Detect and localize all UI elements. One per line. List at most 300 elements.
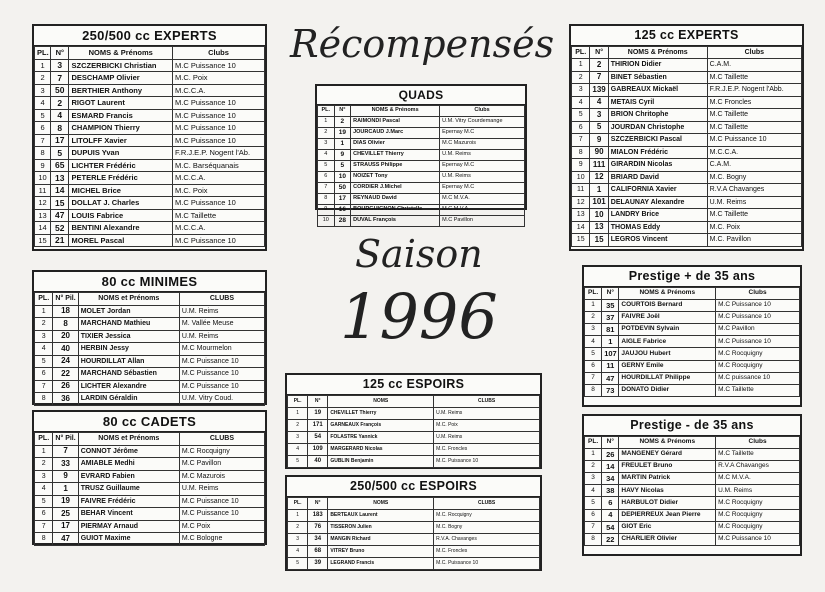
cell-place: 2 (35, 72, 51, 85)
results-table (571, 46, 802, 247)
cell-club: C.A.M. (707, 159, 801, 172)
cell-club: M.C. Barséquanais (172, 159, 264, 172)
cell-name: POTDEVIN Sylvain (619, 324, 716, 336)
table-row (572, 121, 802, 134)
cell-name: LEGROS Vincent (608, 234, 707, 247)
cell-number: 76 (308, 521, 328, 533)
table-row (35, 343, 265, 356)
cell-number: 2 (51, 97, 69, 110)
table-row (288, 533, 540, 545)
table-title: 80 cc MINIMES (34, 272, 265, 292)
cell-place: 5 (288, 557, 308, 569)
cell-place: 8 (35, 393, 53, 406)
results-table (584, 287, 800, 398)
table-125-experts (569, 24, 804, 251)
cell-club: U.M. Reims (179, 305, 264, 318)
table-row (35, 109, 265, 122)
header-club: Clubs (172, 47, 264, 60)
cell-club: U.M. Reims (179, 330, 264, 343)
cell-place: 5 (585, 348, 602, 360)
cell-place: 11 (35, 184, 51, 197)
header-name: NOMS & Prénoms (69, 47, 173, 60)
cell-club: M.C Puissance 10 (172, 97, 264, 110)
cell-club: U.M. Vitry Coud. (179, 393, 264, 406)
cell-place: 8 (35, 533, 53, 546)
cell-name: PIERMAY Arnaud (78, 520, 179, 533)
cell-place: 3 (288, 431, 308, 443)
table-80-cadets (32, 410, 267, 545)
table-row (318, 216, 525, 227)
cell-name: BEHAR Vincent (78, 508, 179, 521)
table-quads (315, 84, 527, 224)
cell-number: 22 (602, 534, 619, 546)
table-row (585, 360, 800, 372)
cell-number: 13 (51, 172, 69, 185)
table-title: QUADS (317, 86, 525, 105)
table-80-minimes (32, 270, 267, 405)
cell-place: 1 (35, 445, 53, 458)
cell-name: GUBLIN Benjamin (328, 455, 434, 467)
cell-place: 3 (288, 533, 308, 545)
cell-place: 4 (572, 96, 590, 109)
header-number: N° (602, 436, 619, 448)
table-row (35, 533, 265, 546)
cell-name: HAVY Nicolas (619, 485, 716, 497)
table-row (585, 372, 800, 384)
cell-name: SZCZERBICKI Pascal (608, 134, 707, 147)
table-row (585, 311, 800, 323)
cell-club: Epernay M.C (440, 183, 525, 194)
cell-name: SZCZERBICKI Christian (69, 59, 173, 72)
cell-club: U.M. Reims (179, 483, 264, 496)
header-place: PL. (35, 47, 51, 60)
cell-name: CONNOT Jérôme (78, 445, 179, 458)
cell-club: C.A.M. (707, 59, 801, 72)
cell-place: 2 (585, 460, 602, 472)
table-row (35, 445, 265, 458)
cell-name: TIXIER Jessica (78, 330, 179, 343)
cell-name: CHAMPION Thierry (69, 122, 173, 135)
cell-name: MANGENEY Gérard (619, 448, 716, 460)
cell-number: 68 (308, 545, 328, 557)
cell-number: 1 (334, 139, 351, 150)
table-row (288, 443, 540, 455)
header-row (35, 293, 265, 306)
header-number: N° (590, 46, 608, 59)
cell-name: REYNAUD David (351, 194, 440, 205)
header-place: PL. (35, 433, 53, 446)
cell-name: FREULET Bruno (619, 460, 716, 472)
cell-number: 26 (602, 448, 619, 460)
cell-name: MARGERARD Nicolas (328, 443, 434, 455)
cell-number: 1 (602, 336, 619, 348)
cell-place: 8 (572, 146, 590, 159)
cell-club: M.C Puissance 10 (179, 508, 264, 521)
cell-club: M.C Taillette (172, 209, 264, 222)
table-row (35, 184, 265, 197)
cell-place: 6 (318, 172, 335, 183)
cell-club: M.C. Froncles (434, 545, 540, 557)
cell-name: GUIOT Maxime (78, 533, 179, 546)
table-row (35, 122, 265, 135)
cell-club: M.C Rocquigny (716, 509, 800, 521)
cell-name: STRAUSS Philippe (351, 161, 440, 172)
cell-club: M.C.C.A. (172, 84, 264, 97)
cell-name: MOLET Jordan (78, 305, 179, 318)
cell-place: 4 (35, 97, 51, 110)
table-row (572, 146, 802, 159)
table-row (585, 385, 800, 397)
header-name: NOMS (328, 497, 434, 509)
cell-name: BENTINI Alexandre (69, 222, 173, 235)
table-row (572, 84, 802, 97)
cell-club: U.M. Reims (440, 172, 525, 183)
cell-number: 17 (53, 520, 78, 533)
header-row (585, 287, 800, 299)
cell-place: 8 (585, 385, 602, 397)
header-club: Clubs (716, 436, 800, 448)
table-row (35, 234, 265, 247)
cell-number: 139 (590, 84, 608, 97)
table-row (585, 460, 800, 472)
cell-club: M.C Pavillon (179, 458, 264, 471)
cell-club: M.C puissance 10 (716, 372, 800, 384)
cell-number: 81 (602, 324, 619, 336)
header-number: N° (308, 395, 328, 407)
header-club: CLUBS (434, 497, 540, 509)
table-row (35, 393, 265, 406)
cell-club: M.C.C.A. (172, 222, 264, 235)
cell-name: HOURDILLAT Allan (78, 355, 179, 368)
table-row (572, 134, 802, 147)
cell-place: 4 (585, 336, 602, 348)
cell-place: 3 (318, 139, 335, 150)
cell-name: LEGRAND Francis (328, 557, 434, 569)
table-row (35, 305, 265, 318)
header-place: PL. (572, 46, 590, 59)
cell-place: 7 (35, 520, 53, 533)
cell-place: 1 (288, 407, 308, 419)
cell-club: M.C Rocquigny (716, 348, 800, 360)
cell-number: 10 (590, 209, 608, 222)
cell-number: 15 (51, 197, 69, 210)
cell-number: 54 (308, 431, 328, 443)
cell-club: M.C Pavillon (716, 324, 800, 336)
cell-number: 19 (53, 495, 78, 508)
cell-club: M.C. Puissance 10 (434, 557, 540, 569)
header-row (288, 497, 540, 509)
cell-club: M.C Mazurois (440, 139, 525, 150)
cell-club: M.C Puissance 10 (179, 380, 264, 393)
cell-name: HERBIN Jessy (78, 343, 179, 356)
table-row (572, 96, 802, 109)
cell-number: 21 (51, 234, 69, 247)
cell-name: FAIVRE Joël (619, 311, 716, 323)
header-club: CLUBS (434, 395, 540, 407)
cell-name: TRUSZ Guillaume (78, 483, 179, 496)
cell-club: M. Vallée Meuse (179, 318, 264, 331)
cell-club: M.C Puissance 10 (172, 59, 264, 72)
table-row (318, 183, 525, 194)
cell-club: U.M. Reims (716, 485, 800, 497)
table-row (288, 509, 540, 521)
table-row (35, 318, 265, 331)
cell-name: PETERLE Frédéric (69, 172, 173, 185)
cell-number: 24 (53, 355, 78, 368)
cell-name: DESCHAMP Olivier (69, 72, 173, 85)
table-row (318, 205, 525, 216)
table-row (572, 221, 802, 234)
cell-club: R.V.A Chavanges (707, 184, 801, 197)
table-row (585, 485, 800, 497)
cell-number: 20 (53, 330, 78, 343)
cell-name: ESMARD Francis (69, 109, 173, 122)
cell-club: M.C M.V.A. (440, 194, 525, 205)
cell-number: 19 (308, 407, 328, 419)
table-prestige-minus-35 (582, 414, 802, 556)
cell-club: M.C. Pavillon (707, 234, 801, 247)
cell-place: 5 (318, 161, 335, 172)
cell-place: 1 (288, 509, 308, 521)
cell-club: U.M. Reims (707, 196, 801, 209)
cell-name: MOREL Pascal (69, 234, 173, 247)
cell-place: 2 (585, 311, 602, 323)
cell-place: 7 (318, 183, 335, 194)
header-number: N° (308, 497, 328, 509)
cell-name: LICHTER Frédéric (69, 159, 173, 172)
cell-number: 13 (590, 221, 608, 234)
cell-name: HARBULOT Didier (619, 497, 716, 509)
cell-number: 28 (334, 216, 351, 227)
table-row (572, 184, 802, 197)
cell-club: M.C Puissance 10 (172, 109, 264, 122)
table-row (318, 194, 525, 205)
cell-club: M.C M.V.A. (440, 205, 525, 216)
cell-place: 3 (35, 470, 53, 483)
table-row (35, 59, 265, 72)
cell-place: 5 (35, 355, 53, 368)
cell-number: 15 (590, 234, 608, 247)
cell-place: 3 (585, 473, 602, 485)
table-row (572, 159, 802, 172)
cell-place: 2 (318, 128, 335, 139)
cell-club: U.M. Reims (434, 407, 540, 419)
cell-number: 101 (590, 196, 608, 209)
cell-name: CALIFORNIA Xavier (608, 184, 707, 197)
cell-name: DEPIERREUX Jean Pierre (619, 509, 716, 521)
cell-club: M.C Puissance 10 (716, 311, 800, 323)
cell-name: MARCHAND Sébastien (78, 368, 179, 381)
table-250-experts (32, 24, 267, 251)
cell-name: DUPUIS Yvan (69, 147, 173, 160)
cell-number: 5 (51, 147, 69, 160)
table-title: Prestige + de 35 ans (584, 267, 800, 287)
cell-number: 183 (308, 509, 328, 521)
cell-place: 6 (35, 508, 53, 521)
cell-name: GARNEAUX François (328, 419, 434, 431)
header-number: N° (602, 287, 619, 299)
table-row (288, 521, 540, 533)
cell-club: R.V.A. Chavanges (434, 533, 540, 545)
cell-club: M.C. Puissance 10 (434, 455, 540, 467)
cell-name: GERNY Emile (619, 360, 716, 372)
cell-place: 7 (35, 134, 51, 147)
cell-number: 12 (590, 171, 608, 184)
cell-number: 35 (602, 299, 619, 311)
cell-club: M.C Taillette (707, 121, 801, 134)
cell-name: CHARLIER Olivier (619, 534, 716, 546)
cell-club: M.C. Poix (172, 184, 264, 197)
header-number: N° Pil. (53, 433, 78, 446)
cell-number: 47 (53, 533, 78, 546)
cell-name: TISSERON Julien (328, 521, 434, 533)
cell-club: U.M. Reims (434, 431, 540, 443)
table-125-espoirs (285, 373, 542, 469)
cell-place: 2 (572, 71, 590, 84)
results-table (287, 395, 540, 468)
cell-name: DONATO Didier (619, 385, 716, 397)
cell-place: 8 (35, 147, 51, 160)
cell-number: 54 (602, 521, 619, 533)
cell-club: M.C Puissance 10 (707, 134, 801, 147)
cell-number: 8 (53, 318, 78, 331)
table-row (572, 209, 802, 222)
cell-name: LITOLFF Xavier (69, 134, 173, 147)
season-word: Saison (355, 232, 483, 276)
cell-number: 3 (51, 59, 69, 72)
table-row (35, 368, 265, 381)
cell-number: 50 (51, 84, 69, 97)
table-row (585, 336, 800, 348)
cell-name: CORDIER J.Michel (351, 183, 440, 194)
cell-place: 2 (35, 458, 53, 471)
cell-place: 11 (572, 184, 590, 197)
header-club: Clubs (440, 106, 525, 117)
season-year: 1996 (340, 280, 498, 353)
cell-place: 10 (35, 172, 51, 185)
cell-club: M.C.C.A. (707, 146, 801, 159)
cell-number: 14 (51, 184, 69, 197)
table-row (585, 324, 800, 336)
cell-number: 16 (334, 205, 351, 216)
header-number: N° (334, 106, 351, 117)
table-row (585, 299, 800, 311)
cell-name: RIGOT Laurent (69, 97, 173, 110)
cell-place: 13 (572, 209, 590, 222)
cell-name: VITREY Bruno (328, 545, 434, 557)
header-row (35, 433, 265, 446)
cell-name: DUVAL François (351, 216, 440, 227)
table-title: 80 cc CADETS (34, 412, 265, 432)
cell-name: FOLASTRE Yannick (328, 431, 434, 443)
cell-place: 7 (585, 521, 602, 533)
table-row (318, 150, 525, 161)
cell-number: 7 (53, 445, 78, 458)
cell-name: JAUJOU Hubert (619, 348, 716, 360)
cell-place: 9 (572, 159, 590, 172)
cell-number: 4 (590, 96, 608, 109)
cell-place: 6 (572, 121, 590, 134)
cell-name: MICHEL Brice (69, 184, 173, 197)
results-table (34, 432, 265, 546)
cell-club: M.C Taillette (707, 109, 801, 122)
cell-number: 8 (51, 122, 69, 135)
cell-number: 11 (602, 360, 619, 372)
cell-number: 7 (590, 71, 608, 84)
cell-name: AIGLE Fabrice (619, 336, 716, 348)
cell-name: BRIARD David (608, 171, 707, 184)
cell-place: 5 (572, 109, 590, 122)
cell-club: M.C. Bogny (434, 521, 540, 533)
cell-club: M.C. Poix (434, 419, 540, 431)
cell-place: 5 (585, 497, 602, 509)
table-row (288, 545, 540, 557)
header-number: N° Pil. (53, 293, 78, 306)
cell-place: 6 (35, 368, 53, 381)
cell-club: M.C Puissance 10 (172, 234, 264, 247)
cell-place: 6 (585, 360, 602, 372)
cell-number: 18 (53, 305, 78, 318)
cell-name: METAIS Cyril (608, 96, 707, 109)
table-row (35, 330, 265, 343)
cell-number: 25 (53, 508, 78, 521)
cell-name: MIALON Frédéric (608, 146, 707, 159)
cell-place: 1 (572, 59, 590, 72)
cell-place: 2 (288, 419, 308, 431)
table-250-espoirs (285, 475, 542, 571)
header-name: NOMS & Prénoms (608, 46, 707, 59)
table-row (585, 348, 800, 360)
header-place: PL. (288, 395, 308, 407)
cell-place: 15 (572, 234, 590, 247)
table-row (35, 72, 265, 85)
results-table (287, 497, 540, 570)
header-row (35, 47, 265, 60)
table-row (35, 483, 265, 496)
table-row (585, 448, 800, 460)
cell-club: M.C Rocquigny (716, 521, 800, 533)
header-club: CLUBS (179, 433, 264, 446)
cell-number: 47 (51, 209, 69, 222)
table-row (572, 109, 802, 122)
table-row (318, 128, 525, 139)
cell-name: GIRARDIN Nicolas (608, 159, 707, 172)
cell-club: M.C Puissance 10 (179, 368, 264, 381)
cell-number: 73 (602, 385, 619, 397)
cell-number: 17 (334, 194, 351, 205)
header-place: PL. (288, 497, 308, 509)
header-place: PL. (585, 287, 602, 299)
cell-club: M.C Pavillon (440, 216, 525, 227)
cell-name: AMIABLE Medhi (78, 458, 179, 471)
cell-number: 65 (51, 159, 69, 172)
table-title: 125 cc EXPERTS (571, 26, 802, 46)
table-row (318, 161, 525, 172)
cell-number: 9 (53, 470, 78, 483)
cell-place: 5 (288, 455, 308, 467)
cell-name: JOURCAUD J.Marc (351, 128, 440, 139)
cell-place: 4 (35, 343, 53, 356)
cell-number: 6 (602, 497, 619, 509)
cell-club: M.C Poix (179, 520, 264, 533)
cell-place: 3 (35, 330, 53, 343)
header-place: PL. (35, 293, 53, 306)
cell-club: M.C Puissance 10 (716, 299, 800, 311)
table-title: Prestige - de 35 ans (584, 416, 800, 436)
cell-number: 7 (51, 72, 69, 85)
cell-number: 19 (334, 128, 351, 139)
cell-club: M.C. Bogny (707, 171, 801, 184)
